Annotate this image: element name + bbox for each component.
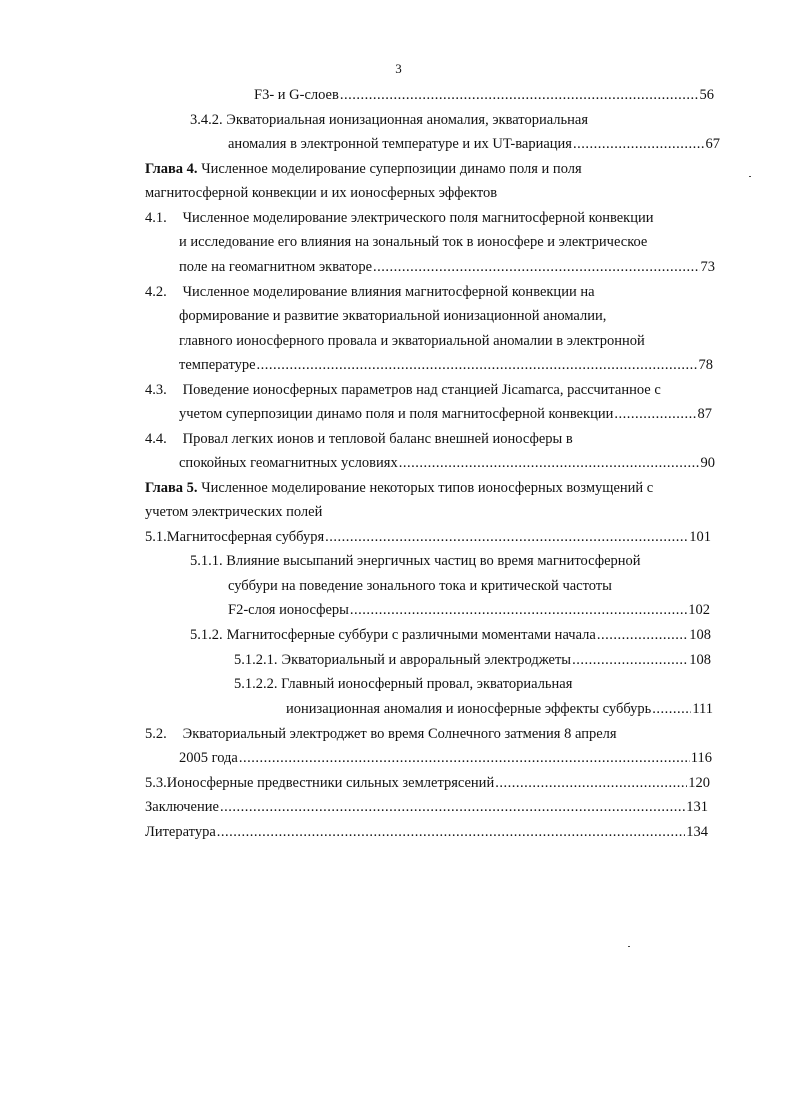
toc-entry-text: F3- и G-слоев bbox=[254, 87, 339, 103]
toc-entry-text: формирование и развитие экваториальной ионизационной аномалии, bbox=[179, 308, 607, 324]
section-number: 4.1. bbox=[145, 210, 167, 226]
toc-page-ref: 111 bbox=[692, 701, 713, 717]
toc-entry-text: F2-слоя ионосферы bbox=[228, 602, 349, 618]
toc-entry-text: Магнитосферные суббури с различными моментами начала bbox=[226, 627, 596, 643]
dot-leader bbox=[614, 405, 696, 423]
section-number: 5.1.2.1. bbox=[234, 652, 278, 668]
toc-entry-text: Поведение ионосферных параметров над станцией Jicamarca, рассчитанное с bbox=[182, 382, 661, 398]
toc-entry-text: Магнитосферная суббуря bbox=[166, 529, 325, 545]
toc-entry-5-1-1[interactable] bbox=[190, 552, 641, 570]
toc-entry-4-1-cont bbox=[179, 233, 647, 251]
toc-entry-4-2-cont2 bbox=[179, 332, 645, 350]
toc-entry-text: Главный ионосферный провал, экваториальная bbox=[281, 676, 573, 692]
section-number: 4.2. bbox=[145, 284, 167, 300]
chapter-5-heading-cont bbox=[145, 503, 322, 521]
toc-entry-conclusion[interactable] bbox=[145, 798, 708, 816]
toc-page-ref: 67 bbox=[705, 136, 720, 152]
section-number: 5.2. bbox=[145, 726, 167, 742]
toc-page-ref: 134 bbox=[686, 824, 708, 840]
dot-leader bbox=[217, 823, 685, 841]
toc-entry-text: аномалия в электронной температуре и их UT-вариация bbox=[228, 136, 572, 152]
dot-leader bbox=[325, 528, 688, 546]
toc-entry-text: Численное моделирование электрического поля магнитосферной конвекции bbox=[182, 210, 654, 226]
toc-entry-4-3-end[interactable] bbox=[179, 405, 712, 423]
chapter-title: учетом электрических полей bbox=[145, 504, 323, 520]
toc-entry-4-1[interactable] bbox=[145, 209, 653, 227]
section-number: 4.4. bbox=[145, 431, 167, 447]
toc-entry-5-1-2[interactable] bbox=[190, 626, 711, 644]
toc-entry-4-4[interactable] bbox=[145, 430, 573, 448]
chapter-title: Численное моделирование суперпозиции динамо поля и поля bbox=[201, 161, 582, 177]
dot-leader bbox=[340, 86, 699, 104]
toc-page-ref: 120 bbox=[688, 775, 710, 791]
toc-entry-4-4-end[interactable] bbox=[179, 454, 715, 472]
scan-speck bbox=[749, 176, 751, 177]
toc-entry-text: суббури на поведение зонального тока и критической частоты bbox=[228, 578, 612, 594]
chapter-label: Глава 4. bbox=[145, 161, 198, 177]
chapter-title: Численное моделирование некоторых типов ионосферных возмущений с bbox=[201, 480, 654, 496]
toc-entry-5-1-1-end[interactable] bbox=[228, 601, 710, 619]
toc-page-ref: 101 bbox=[689, 529, 711, 545]
toc-page-ref: 87 bbox=[697, 406, 712, 422]
chapter-5-heading[interactable] bbox=[145, 479, 653, 497]
toc-entry-4-2[interactable] bbox=[145, 283, 595, 301]
toc-page-ref: 102 bbox=[688, 602, 710, 618]
toc-entry-text: главного ионосферного провала и экваториальной аномалии в электронной bbox=[179, 333, 645, 349]
toc-entry-text: Провал легких ионов и тепловой баланс внешней ионосферы в bbox=[182, 431, 573, 447]
section-number: 5.3. bbox=[145, 775, 167, 791]
toc-entry-text: спокойных геомагнитных условиях bbox=[179, 455, 398, 471]
toc-page-ref: 78 bbox=[698, 357, 713, 373]
toc-page-ref: 108 bbox=[689, 627, 711, 643]
toc-entry-5-3[interactable] bbox=[145, 774, 710, 792]
dot-leader bbox=[257, 356, 698, 374]
toc-entry-literature[interactable] bbox=[145, 823, 708, 841]
toc-page-ref: 90 bbox=[700, 455, 715, 471]
toc-entry-3-4-2-cont[interactable] bbox=[228, 135, 720, 153]
toc-entry-text: поле на геомагнитном экваторе bbox=[179, 259, 373, 275]
chapter-label: Глава 5. bbox=[145, 480, 198, 496]
dot-leader bbox=[572, 651, 688, 669]
toc-entry-3-4-1-cont[interactable] bbox=[254, 86, 714, 104]
toc-entry-text: Экваториальный электроджет во время Солнечного затмения 8 апреля bbox=[182, 726, 617, 742]
scan-speck bbox=[628, 946, 630, 947]
section-number: 3.4.2. bbox=[190, 112, 223, 128]
chapter-4-heading[interactable] bbox=[145, 160, 582, 178]
toc-entry-5-2[interactable] bbox=[145, 725, 617, 743]
section-number: 5.1. bbox=[145, 529, 167, 545]
section-number: 5.1.1. bbox=[190, 553, 223, 569]
dot-leader bbox=[373, 258, 699, 276]
toc-entry-text: 2005 года bbox=[179, 750, 238, 766]
page-number: 3 bbox=[395, 61, 402, 76]
toc-entry-text: и исследование его влияния на зональный ток в ионосфере и электрическое bbox=[179, 234, 648, 250]
toc-page-ref: 131 bbox=[686, 799, 708, 815]
toc-entry-4-3[interactable] bbox=[145, 381, 661, 399]
toc-entry-4-2-end[interactable] bbox=[179, 356, 713, 374]
toc-page-ref: 108 bbox=[689, 652, 711, 668]
toc-entry-5-1-2-2-end[interactable] bbox=[286, 700, 713, 718]
toc-entry-text: Заключение bbox=[145, 799, 219, 815]
toc-entry-text: Экваториальный и авроральный электроджеты bbox=[281, 652, 572, 668]
toc-entry-text: температуре bbox=[179, 357, 256, 373]
dot-leader bbox=[597, 626, 688, 644]
dot-leader bbox=[350, 601, 687, 619]
chapter-title: магнитосферной конвекции и их ионосферных эффектов bbox=[145, 185, 498, 201]
section-number: 5.1.2. bbox=[190, 627, 223, 643]
toc-entry-text: учетом суперпозиции динамо поля и поля магнитосферной конвекции bbox=[179, 406, 614, 422]
toc-page-ref: 116 bbox=[690, 750, 712, 766]
dot-leader bbox=[495, 774, 687, 792]
dot-leader bbox=[573, 135, 705, 153]
dot-leader bbox=[652, 700, 691, 718]
section-number: 5.1.2.2. bbox=[234, 676, 278, 692]
toc-entry-text: Численное моделирование влияния магнитосферной конвекции на bbox=[182, 284, 595, 300]
toc-entry-4-2-cont bbox=[179, 307, 606, 325]
dot-leader bbox=[239, 749, 690, 767]
toc-entry-5-1-1-cont bbox=[228, 577, 612, 595]
toc-entry-text: Литература bbox=[145, 824, 216, 840]
toc-entry-text: Влияние высыпаний энергичных частиц во время магнитосферной bbox=[226, 553, 641, 569]
toc-entry-4-1-end[interactable] bbox=[179, 258, 715, 276]
toc-entry-text: ионизационная аномалия и ионосферные эффекты суббурь bbox=[286, 701, 652, 717]
toc-page-ref: 73 bbox=[700, 259, 715, 275]
toc-entry-text: Экваториальная ионизационная аномалия, экваториальная bbox=[226, 112, 588, 128]
chapter-4-heading-cont bbox=[145, 184, 497, 202]
toc-entry-5-1[interactable] bbox=[145, 528, 711, 546]
toc-entry-5-1-2-1[interactable] bbox=[234, 651, 711, 669]
toc-page-ref: 56 bbox=[699, 87, 714, 103]
dot-leader bbox=[220, 798, 685, 816]
section-number: 4.3. bbox=[145, 382, 167, 398]
dot-leader bbox=[399, 454, 700, 472]
toc-entry-5-1-2-2[interactable] bbox=[234, 675, 572, 693]
toc-entry-5-2-end[interactable] bbox=[179, 749, 712, 767]
toc-entry-text: Ионосферные предвестники сильных землетрясений bbox=[166, 775, 495, 791]
toc-entry-3-4-2[interactable] bbox=[190, 111, 588, 129]
